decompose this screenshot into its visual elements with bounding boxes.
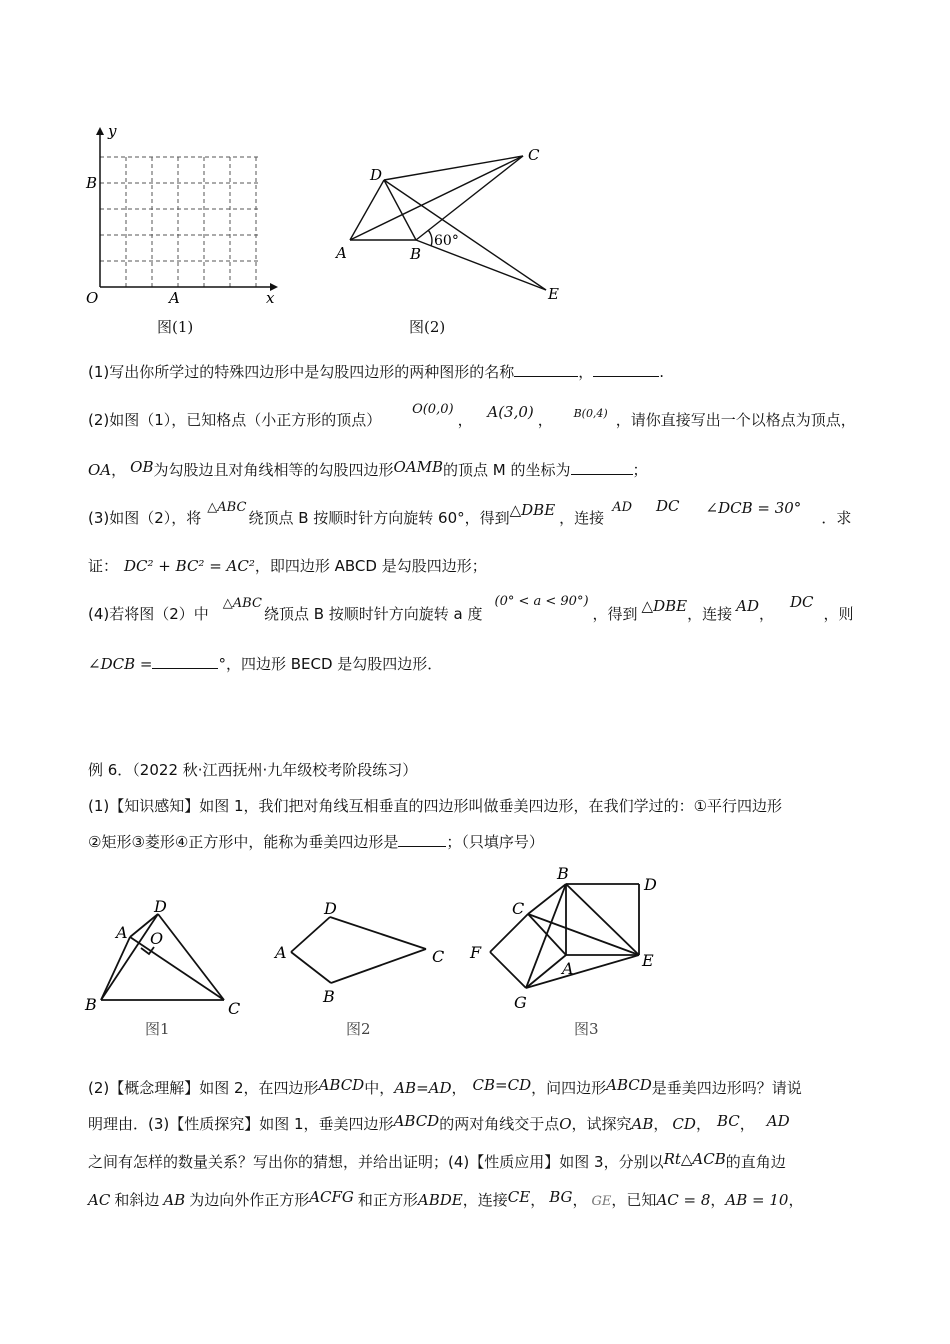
quad-figures bbox=[80, 862, 680, 1042]
fig2-caption: 图2 bbox=[346, 1020, 371, 1038]
point-a-label: A bbox=[169, 289, 180, 307]
fig3-g: G bbox=[514, 993, 527, 1012]
example6-title: 例 6．（2022 秋·江西抚州·九年级校考阶段练习） bbox=[88, 761, 418, 779]
point-b: B bbox=[410, 245, 422, 263]
rotation-svg bbox=[330, 140, 570, 310]
fig1-caption: 图1 bbox=[145, 1020, 170, 1038]
angle-label: 60° bbox=[434, 233, 459, 249]
fig3-caption: 图3 bbox=[574, 1020, 599, 1038]
fig2-a: A bbox=[275, 943, 287, 962]
fig3-d: D bbox=[644, 875, 657, 894]
fig3-c: C bbox=[512, 899, 525, 918]
fig3-a: A bbox=[562, 959, 574, 978]
ex6-q1-line-1: (1)【知识感知】如图 1，我们把对角线互相垂直的四边形叫做垂美四边形，在我们学过的：①平行四边形 bbox=[88, 797, 783, 815]
ex6-q2-line-2: 明理由．(3)【性质探究】如图 1，垂美四边形ABCD的两对角线交于点O，试探究AB， CD， BC， AD bbox=[88, 1112, 790, 1133]
fig3-b: B bbox=[557, 864, 569, 883]
q4-line-2: ∠DCB = °，四边形 BECD 是勾股四边形． bbox=[88, 655, 443, 673]
ex6-q3-line-4: AC 和斜边 AB 为边向外作正方形ACFG 和正方形ABDE，连接CE， BG， GE，已知AC = 8，AB = 10， bbox=[88, 1188, 804, 1209]
fig1-d: D bbox=[154, 897, 167, 916]
grid-figure bbox=[80, 122, 290, 317]
ex6-q3-line-3: 之间有怎样的数量关系？写出你的猜想，并给出证明；(4)【性质应用】如图 3，分别以Rt△ACB的直角边 bbox=[88, 1150, 786, 1171]
q1-blank-2[interactable] bbox=[593, 362, 659, 377]
fig2-d: D bbox=[324, 899, 337, 918]
q3-line-1: (3)如图（2），将△ABC绕顶点 B 按顺时针方向旋转 60°，得到△DBE ，连接AD DC ∠DCB = 30°．求 bbox=[88, 497, 852, 527]
q4-blank[interactable] bbox=[152, 654, 218, 669]
figure1-caption: 图(1) bbox=[157, 318, 194, 336]
ex6-q1-line-2: ②矩形③菱形④正方形中，能称为垂美四边形是 ；（只填序号） bbox=[88, 833, 544, 851]
q3-line-2: 证： DC² + BC² = AC²，即四边形 ABCD 是勾股四边形； bbox=[88, 557, 487, 575]
point-e: E bbox=[548, 285, 559, 303]
fig3-e: E bbox=[642, 951, 654, 970]
fig1-c: C bbox=[228, 999, 241, 1018]
grid-dashes bbox=[100, 157, 260, 287]
fig1-b: B bbox=[85, 995, 97, 1014]
q2-line-1: (2)如图（1），已知格点（小正方形的顶点） O(0,0)， A(3,0) ， $^{B(0,4)}$ ，请你直接写出一个以格点为顶点， bbox=[88, 402, 856, 429]
fig2-b: B bbox=[323, 987, 335, 1006]
q4-line-1: (4)若将图（2）中△ABC绕顶点 B 按顺时针方向旋转 a 度(0° < a < 90°)，得到 △DBE，连接 AD，DC，则 bbox=[88, 593, 854, 623]
fig1-a: A bbox=[116, 923, 128, 942]
point-d: D bbox=[370, 166, 383, 184]
origin-label: O bbox=[86, 289, 99, 307]
rotation-figure bbox=[330, 140, 570, 310]
q2-blank[interactable] bbox=[571, 460, 633, 475]
grid-svg bbox=[80, 122, 290, 317]
fig3-f: F bbox=[470, 943, 482, 962]
y-axis-arrow bbox=[96, 127, 104, 135]
point-a: A bbox=[336, 244, 347, 262]
point-c: C bbox=[528, 146, 540, 164]
figure2-caption: 图(2) bbox=[409, 318, 446, 336]
fig1-o: O bbox=[150, 929, 164, 948]
fig2-c: C bbox=[432, 947, 445, 966]
q2-line-2: OA， OB为勾股边且对角线相等的勾股四边形OAMB的顶点 M 的坐标为 ； bbox=[88, 458, 648, 479]
axis-x-label: x bbox=[266, 289, 275, 307]
ex6-q2-line-1: (2)【概念理解】如图 2，在四边形ABCD中，AB=AD， CB=CD，问四边形ABCD是垂美四边形吗？请说 bbox=[88, 1076, 802, 1097]
axis-y-label: y bbox=[108, 122, 117, 140]
q1-line: (1)写出你所学过的特殊四边形中是勾股四边形的两种图形的名称 ， . bbox=[88, 363, 665, 381]
quad-figures-svg bbox=[80, 862, 680, 1042]
point-b-label: B bbox=[86, 174, 98, 192]
q1-blank-1[interactable] bbox=[514, 362, 578, 377]
ex6-q1-blank[interactable] bbox=[398, 832, 446, 847]
